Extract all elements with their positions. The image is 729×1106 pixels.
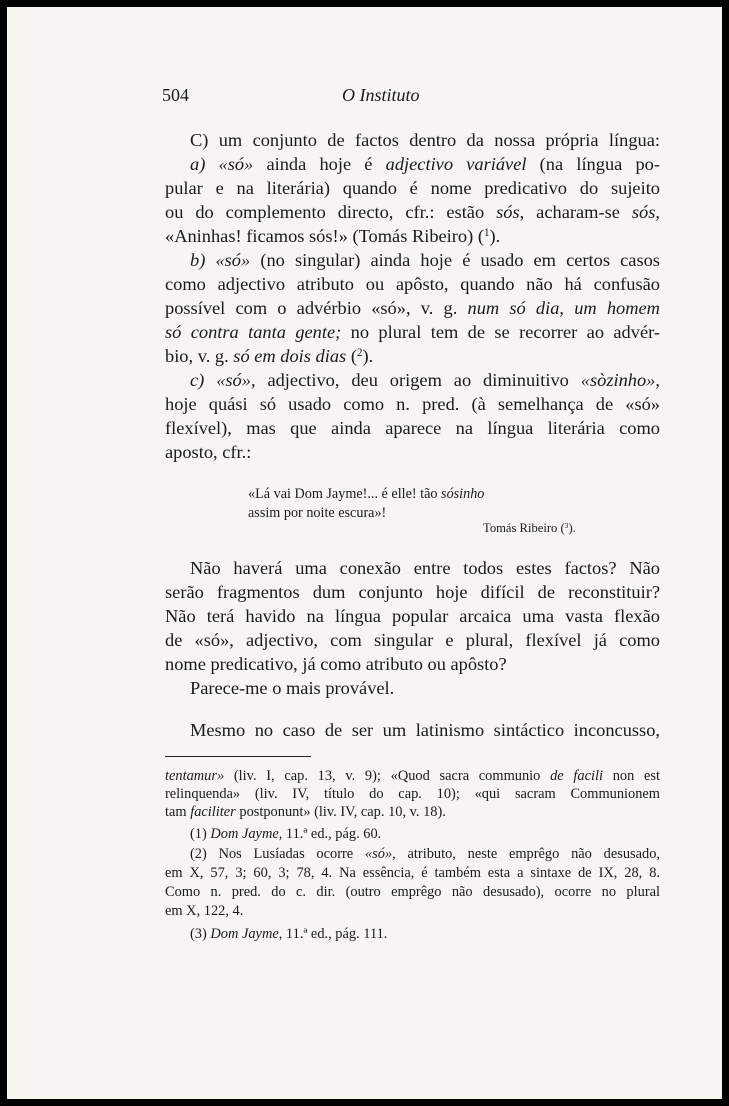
text-line: aposto, cfr.: [165,442,252,462]
text-line: ou do complemento directo, cfr.: estão sós, acharam-se sós, [165,202,660,222]
quote-line: assim por noite escura»! [248,505,387,521]
text-line: Mesmo no caso de ser um latinismo sintáctico inconcusso, [190,720,660,740]
footnote-line: Como n. pred. do c. dir. (outro emprêgo não desusado), ocorre no plural [165,884,660,900]
footnote-mark: (1) [190,826,207,842]
text-line: b) «só» (no singular) ainda hoje é usado em certos casos [190,250,660,270]
text-line: como adjectivo atributo ou apôsto, quando não há confusão [165,274,660,294]
italic-term: adjectivo variável [385,154,527,174]
footnote-ref: 1 [483,226,490,239]
item-label: c) [190,370,205,390]
quote-line: «Lá vai Dom Jayme!... é elle! tão sósinho [248,486,485,502]
text-line: c) «só», adjectivo, deu origem ao diminuitivo «sòzinho», [190,370,660,390]
text-line: Parece-me o mais provável. [190,678,395,698]
text-line: a) «só» ainda hoje é adjectivo variável (na língua po- [190,154,660,174]
text-line: serão fragmentos dum conjunto hoje difícil de reconstituir? [165,582,660,602]
text-line: possível com o advérbio «só», v. g. num só dia, um homem [165,298,660,318]
footnote-mark: (2) [190,846,207,862]
text-line: hoje quási só usado como n. pred. (à semelhança de «só» [165,394,660,414]
text-line: Não terá havido na língua popular arcaica uma vasta flexão [165,606,660,626]
footnote-line: tentamur» (liv. I, cap. 13, v. 9); «Quod sacra communio de facili non est [165,768,660,784]
text-line: C) um conjunto de factos dentro da nossa própria língua: [190,130,660,150]
page-number: 504 [162,85,189,105]
quote-attribution: Tomás Ribeiro ($^3$). [483,520,576,535]
item-label: b) [190,250,206,270]
italic-term: «só» [216,370,251,390]
text-line: só contra tanta gente; no plural tem de se recorrer ao advér- [165,322,660,342]
italic-term: «só» [215,250,251,270]
text-line: flexível), mas que ainda aparece na língua literária como [165,418,660,438]
text-line: Não haverá uma conexão entre todos estes factos? Não [190,558,660,578]
footnote-1: (1) Dom Jayme, 11.ª ed., pág. 60. [190,826,382,842]
text-line: «Aninhas! ficamos sós!» (Tomás Ribeiro) ($^1$). [165,226,501,246]
footnote-line: tam faciliter postponunt» (liv. IV, cap. 10, v. 18). [165,804,446,820]
text-line: bio, v. g. só em dois dias ($^2$). [165,346,374,366]
running-title: O Instituto [342,85,420,105]
footnote-line: relinquenda» (liv. IV, título do cap. 10); «qui sacram Communionem [165,786,660,802]
footnote-2: (2) Nos Lusíadas ocorre «só», atributo, neste emprêgo não desusado, [190,846,660,862]
footnote-line: em X, 57, 3; 60, 3; 78, 4. Na essência, é também esta a sintaxe de IX, 28, 8. [165,865,660,881]
italic-term: «só» [218,154,254,174]
footnote-line: em X, 122, 4. [165,903,244,919]
item-label: a) [190,154,206,174]
footnote-3: (3) Dom Jayme, 11.ª ed., pág. 111. [190,926,388,942]
text-line: de «só», adjectivo, com singular e plural, flexível já como [165,630,660,650]
text-line: nome predicativo, já como atributo ou apôsto? [165,654,507,674]
text-line: pular e na literária) quando é nome predicativo do sujeito [165,178,660,198]
footnote-ref: 2 [356,346,363,359]
book-page [7,7,722,1099]
footnote-mark: (3) [190,926,207,942]
italic-term: «sòzinho» [580,370,656,390]
footnote-rule [165,756,311,757]
